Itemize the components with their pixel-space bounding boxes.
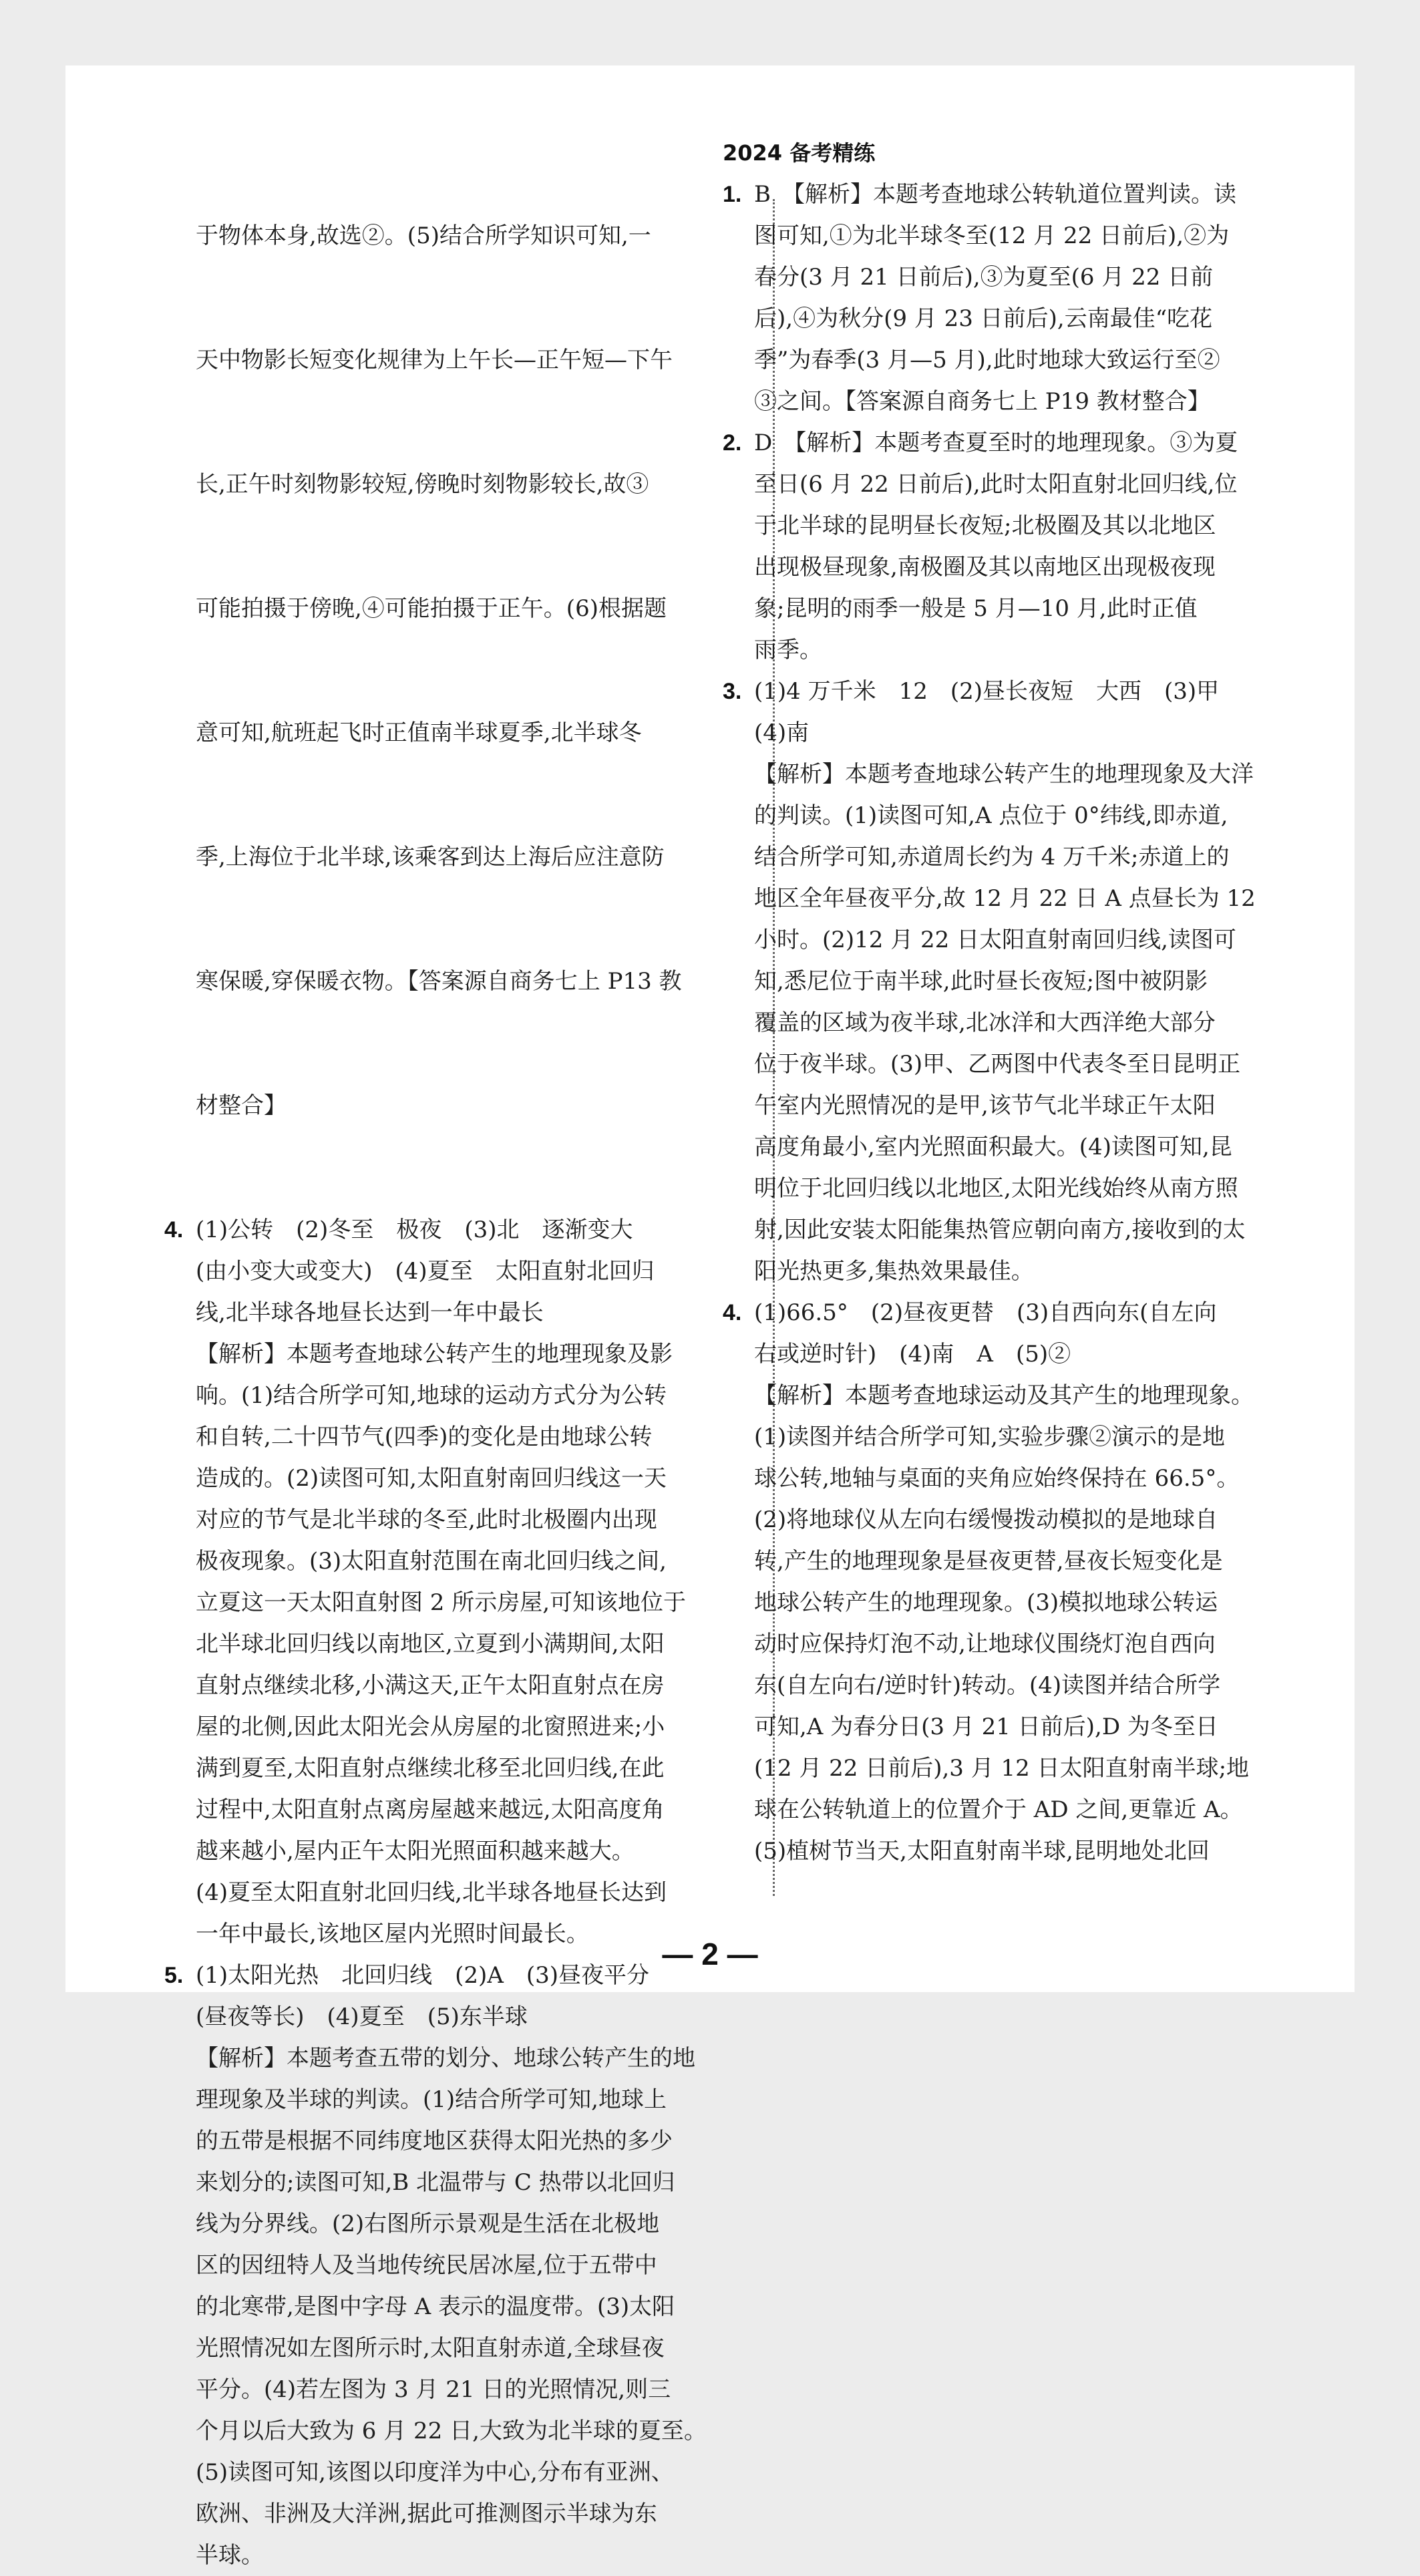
answer-item-4-right bbox=[723, 1292, 1347, 1872]
text-line: 可能拍摄于傍晚,④可能拍摄于正午。(6)根据题 bbox=[196, 595, 667, 622]
text-line: 意可知,航班起飞时正值南半球夏季,北半球冬 bbox=[196, 719, 642, 746]
text-line: (1)公转 (2)冬至 极夜 (3)北 逐渐变大 bbox=[196, 1217, 633, 1243]
text-line: 地球公转产生的地理现象。(3)模拟地球公转运 bbox=[754, 1589, 1218, 1616]
text-line: 半球。 bbox=[196, 2542, 264, 2569]
text-line: B 【解析】本题考查地球公转轨道位置判读。读 bbox=[754, 181, 1236, 208]
text-line: 过程中,太阳直射点离房屋越来越远,太阳高度角 bbox=[196, 1796, 665, 1823]
text-line: 季”为春季(3 月—5 月),此时地球大致运行至② bbox=[754, 347, 1220, 373]
item-number: 2. bbox=[723, 430, 742, 456]
text-line: 的判读。(1)读图可知,A 点位于 0°纬线,即赤道, bbox=[754, 802, 1228, 829]
item-number: 4. bbox=[164, 1217, 184, 1243]
text-line: 小时。(2)12 月 22 日太阳直射南回归线,读图可 bbox=[754, 927, 1236, 953]
text-line: 理现象及半球的判读。(1)结合所学可知,地球上 bbox=[196, 2086, 667, 2113]
text-line: 图可知,①为北半球冬至(12 月 22 日前后),②为 bbox=[754, 222, 1230, 249]
right-column bbox=[723, 132, 1347, 1872]
answer-item-2 bbox=[723, 422, 1347, 671]
item-number: 5. bbox=[164, 1963, 184, 1988]
text-line: (由小变大或变大) (4)夏至 太阳直射北回归 bbox=[196, 1258, 655, 1285]
text-line: 区的因纽特人及当地传统民居冰屋,位于五带中 bbox=[196, 2252, 657, 2279]
continuation-text bbox=[132, 132, 757, 1209]
text-line: 一年中最长,该地区屋内光照时间最长。 bbox=[196, 1921, 589, 1947]
text-line: 午室内光照情况的是甲,该节气北半球正午太阳 bbox=[754, 1092, 1216, 1119]
text-line: (2)将地球仪从左向右缓慢拨动模拟的是地球自 bbox=[754, 1506, 1218, 1533]
text-line: 结合所学可知,赤道周长约为 4 万千米;赤道上的 bbox=[754, 844, 1230, 870]
text-line: 造成的。(2)读图可知,太阳直射南回归线这一天 bbox=[196, 1465, 667, 1492]
item-number: 3. bbox=[723, 679, 742, 704]
answer-item-5 bbox=[132, 1955, 757, 2576]
text-line: 北半球北回归线以南地区,立夏到小满期间,太阳 bbox=[196, 1631, 665, 1657]
text-line: 长,正午时刻物影较短,傍晚时刻物影较长,故③ bbox=[196, 471, 649, 498]
text-line: 雨季。 bbox=[754, 637, 822, 663]
text-line: D 【解析】本题考查夏至时的地理现象。③为夏 bbox=[754, 430, 1238, 456]
text-line: 季,上海位于北半球,该乘客到达上海后应注意防 bbox=[196, 844, 665, 870]
text-line: 极夜现象。(3)太阳直射范围在南北回归线之间, bbox=[196, 1548, 667, 1575]
text-line: 响。(1)结合所学可知,地球的运动方式分为公转 bbox=[196, 1382, 667, 1409]
text-line: 【解析】本题考查地球运动及其产生的地理现象。 bbox=[754, 1382, 1254, 1409]
text-line: 屋的北侧,因此太阳光会从房屋的北窗照进来;小 bbox=[196, 1714, 665, 1740]
text-line: 至日(6 月 22 日前后),此时太阳直射北回归线,位 bbox=[754, 471, 1238, 498]
text-line: 明位于北回归线以北地区,太阳光线始终从南方照 bbox=[754, 1175, 1238, 1202]
answer-item-1 bbox=[723, 174, 1347, 422]
text-line: 寒保暖,穿保暖衣物。【答案源自商务七上 P13 教 bbox=[196, 968, 682, 995]
text-line: 对应的节气是北半球的冬至,此时北极圈内出现 bbox=[196, 1506, 657, 1533]
text-line: (1)太阳光热 北回归线 (2)A (3)昼夜平分 bbox=[196, 1962, 650, 1989]
text-line: 于北半球的昆明昼长夜短;北极圈及其以北地区 bbox=[754, 512, 1216, 539]
text-line: 【解析】本题考查五带的划分、地球公转产生的地 bbox=[196, 2045, 695, 2072]
text-line: (1)读图并结合所学可知,实验步骤②演示的是地 bbox=[754, 1424, 1225, 1450]
text-line: 和自转,二十四节气(四季)的变化是由地球公转 bbox=[196, 1424, 653, 1450]
text-line: 线,北半球各地昼长达到一年中最长 bbox=[196, 1299, 544, 1326]
text-line: (昼夜等长) (4)夏至 (5)东半球 bbox=[196, 2003, 528, 2030]
text-line: 于物体本身,故选②。(5)结合所学知识可知,一 bbox=[196, 222, 651, 249]
text-line: 线为分界线。(2)右图所示景观是生活在北极地 bbox=[196, 2211, 660, 2237]
text-line: 知,悉尼位于南半球,此时昼长夜短;图中被阴影 bbox=[754, 968, 1208, 995]
text-line: (5)读图可知,该图以印度洋为中心,分布有亚洲、 bbox=[196, 2459, 674, 2486]
text-line: (5)植树节当天,太阳直射南半球,昆明地处北回 bbox=[754, 1838, 1210, 1865]
text-line: 覆盖的区域为夜半球,北冰洋和大西洋绝大部分 bbox=[754, 1009, 1216, 1036]
text-line: 立夏这一天太阳直射图 2 所示房屋,可知该地位于 bbox=[196, 1589, 687, 1616]
text-line: 天中物影长短变化规律为上午长—正午短—下午 bbox=[196, 347, 673, 373]
text-line: 象;昆明的雨季一般是 5 月—10 月,此时正值 bbox=[754, 595, 1198, 622]
answer-item-3 bbox=[723, 671, 1347, 1292]
text-line: 球公转,地轴与桌面的夹角应始终保持在 66.5°。 bbox=[754, 1465, 1240, 1492]
document-page bbox=[65, 65, 1355, 2569]
text-line: 满到夏至,太阳直射点继续北移至北回归线,在此 bbox=[196, 1755, 665, 1782]
text-line: ③之间。【答案源自商务七上 P19 教材整合】 bbox=[754, 388, 1210, 415]
page-number: — 2 — bbox=[662, 1937, 758, 1971]
text-line: (1)66.5° (2)昼夜更替 (3)自西向东(自左向 bbox=[754, 1299, 1217, 1326]
text-line: 转,产生的地理现象是昼夜更替,昼夜长短变化是 bbox=[754, 1548, 1223, 1575]
text-line: 球在公转轨道上的位置介于 AD 之间,更靠近 A。 bbox=[754, 1796, 1243, 1823]
text-line: 直射点继续北移,小满这天,正午太阳直射点在房 bbox=[196, 1672, 665, 1699]
text-line: (4)夏至太阳直射北回归线,北半球各地昼长达到 bbox=[196, 1879, 667, 1906]
text-line: 平分。(4)若左图为 3 月 21 日的光照情况,则三 bbox=[196, 2376, 671, 2403]
text-line: 欧洲、非洲及大洋洲,据此可推测图示半球为东 bbox=[196, 2501, 657, 2527]
text-line: 光照情况如左图所示时,太阳直射赤道,全球昼夜 bbox=[196, 2335, 665, 2362]
text-line: 射,因此安装太阳能集热管应朝向南方,接收到的太 bbox=[754, 1217, 1246, 1243]
text-line: 来划分的;读图可知,B 北温带与 C 热带以北回归 bbox=[196, 2169, 675, 2196]
text-line: 高度角最小,室内光照面积最大。(4)读图可知,昆 bbox=[754, 1134, 1232, 1160]
text-line: 可知,A 为春分日(3 月 21 日前后),D 为冬至日 bbox=[754, 1714, 1218, 1740]
item-number: 1. bbox=[723, 182, 742, 207]
text-line: 的北寒带,是图中字母 A 表示的温度带。(3)太阳 bbox=[196, 2293, 675, 2320]
text-line: 材整合】 bbox=[196, 1092, 287, 1119]
text-line: 阳光热更多,集热效果最佳。 bbox=[754, 1258, 1034, 1285]
item-number: 4. bbox=[723, 1300, 742, 1325]
text-line: 动时应保持灯泡不动,让地球仪围绕灯泡自西向 bbox=[754, 1631, 1216, 1657]
text-line: 地区全年昼夜平分,故 12 月 22 日 A 点昼长为 12 bbox=[754, 885, 1256, 912]
text-line: 个月以后大致为 6 月 22 日,大致为北半球的夏至。 bbox=[196, 2418, 707, 2444]
text-line: 越来越小,屋内正午太阳光照面积越来越大。 bbox=[196, 1838, 635, 1865]
text-line: 出现极昼现象,南极圈及其以南地区出现极夜现 bbox=[754, 554, 1216, 581]
text-line: 东(自左向右/逆时针)转动。(4)读图并结合所学 bbox=[754, 1672, 1221, 1699]
text-line: 位于夜半球。(3)甲、乙两图中代表冬至日昆明正 bbox=[754, 1051, 1241, 1078]
answer-item-4 bbox=[132, 1209, 757, 1955]
text-line: 右或逆时针) (4)南 A (5)② bbox=[754, 1341, 1071, 1367]
text-line: (4)南 bbox=[754, 719, 810, 746]
text-line: 春分(3 月 21 日前后),③为夏至(6 月 22 日前 bbox=[754, 264, 1214, 291]
text-line: 后),④为秋分(9 月 23 日前后),云南最佳“吃花 bbox=[754, 305, 1213, 332]
text-line: 的五带是根据不同纬度地区获得太阳光热的多少 bbox=[196, 2128, 673, 2154]
left-column bbox=[132, 132, 757, 2576]
text-line: 【解析】本题考查地球公转产生的地理现象及影 bbox=[196, 1341, 673, 1367]
text-line: (12 月 22 日前后),3 月 12 日太阳直射南半球;地 bbox=[754, 1755, 1250, 1782]
text-line: 【解析】本题考查地球公转产生的地理现象及大洋 bbox=[754, 761, 1254, 788]
section-title: 2024 备考精练 bbox=[723, 140, 876, 166]
text-line: (1)4 万千米 12 (2)昼长夜短 大西 (3)甲 bbox=[754, 678, 1220, 705]
